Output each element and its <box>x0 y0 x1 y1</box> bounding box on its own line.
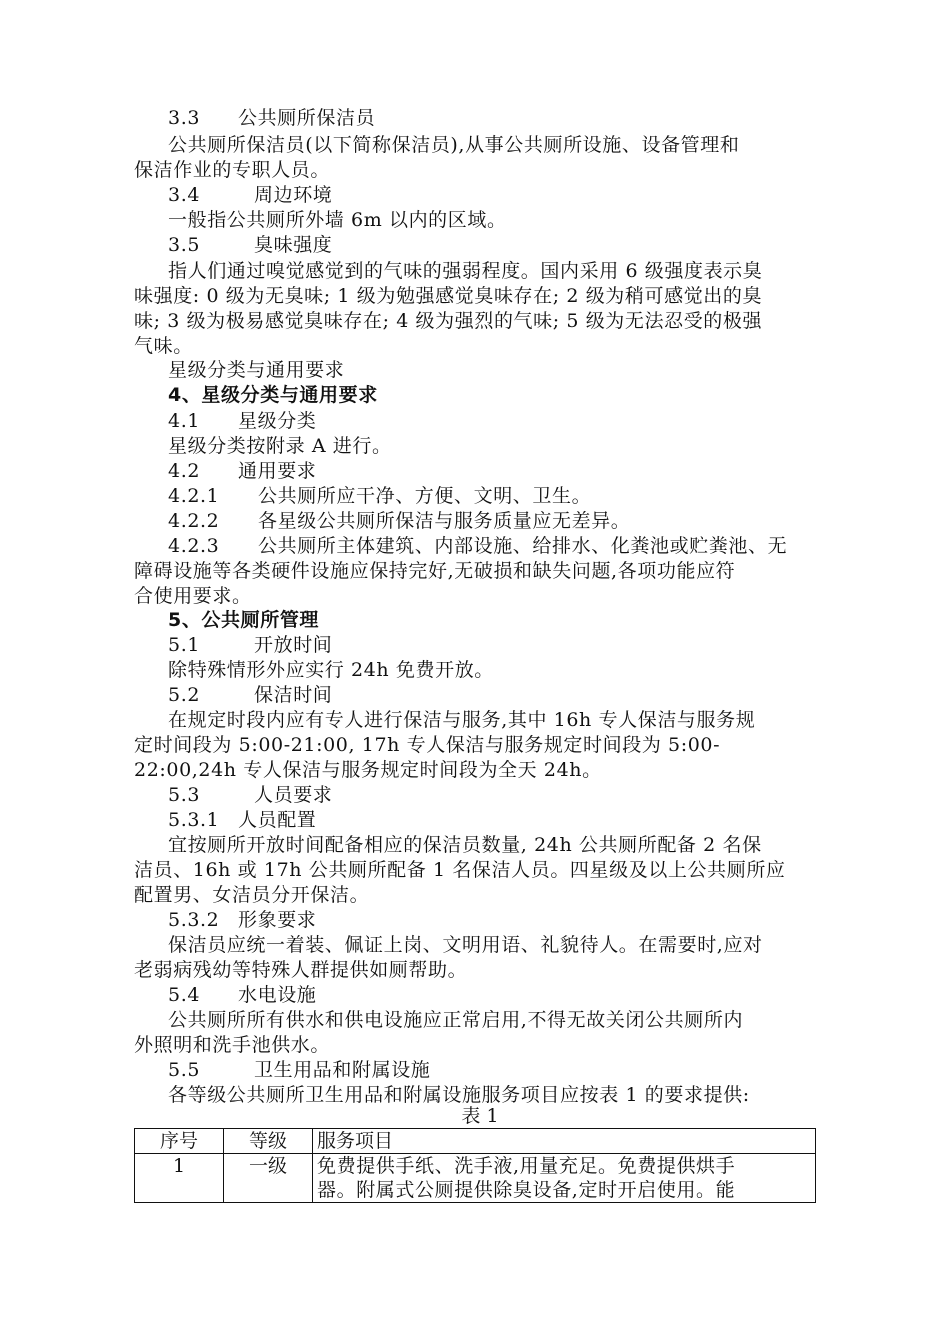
section-5-5-heading <box>168 1058 828 1082</box>
section-number: 5.3.1 <box>168 809 220 831</box>
paragraph-line: 各等级公共厕所卫生用品和附属设施服务项目应按表 1 的要求提供: <box>168 1084 750 1106</box>
section-5-1-heading <box>168 633 828 657</box>
section-title: 臭味强度 <box>254 234 333 256</box>
section-4-1-heading <box>168 409 828 433</box>
section-title: 水电设施 <box>238 984 317 1006</box>
section-number: 5.5 <box>168 1059 201 1081</box>
paragraph-line: 指人们通过嗅觉感觉到的气味的强弱程度。国内采用 6 级强度表示臭 <box>168 260 763 282</box>
paragraph-line: 配置男、女洁员分开保洁。 <box>134 884 370 906</box>
clause-number: 4.2.1 <box>168 485 220 507</box>
paragraph-line: 保洁作业的专职人员。 <box>134 159 331 181</box>
table-header-cell: 等级 <box>224 1129 313 1154</box>
table-header-row <box>135 1129 816 1154</box>
clause-text: 公共厕所主体建筑、内部设施、给排水、化粪池或贮粪池、无 <box>258 535 788 557</box>
section-title: 开放时间 <box>254 634 333 656</box>
section-3-3-heading <box>168 106 828 130</box>
section-title: 通用要求 <box>238 460 317 482</box>
clause-text: 公共厕所应干净、方便、文明、卫生。 <box>258 485 592 507</box>
section-number: 5.4 <box>168 984 201 1006</box>
paragraph-line: 障碍设施等各类硬件设施应保持完好,无破损和缺失问题,各项功能应符 <box>134 560 736 582</box>
paragraph-line: 定时间段为 5:00-21:00, 17h 专人保洁与服务规定时间段为 5:00- <box>134 734 721 756</box>
table-caption: 表 1 <box>461 1105 499 1127</box>
paragraph-line: 味; 3 级为极易感觉臭味存在; 4 级为强烈的气味; 5 级为无法忍受的极强 <box>134 310 763 332</box>
section-number: 5.3.2 <box>168 909 220 931</box>
section-5-4-heading <box>168 983 828 1007</box>
plain-heading: 星级分类与通用要求 <box>168 359 345 381</box>
paragraph-line: 宜按厕所开放时间配备相应的保洁员数量, 24h 公共厕所配备 2 名保 <box>168 834 762 856</box>
section-5-3-heading <box>168 783 828 807</box>
paragraph-line: 外照明和洗手池供水。 <box>134 1034 331 1056</box>
chapter-4-heading: 4、星级分类与通用要求 <box>168 384 378 406</box>
table-row <box>135 1154 816 1203</box>
clause-4-2-3 <box>168 534 828 558</box>
paragraph-line: 公共厕所所有供水和供电设施应正常启用,不得无故关闭公共厕所内 <box>168 1009 744 1031</box>
section-number: 5.1 <box>168 634 201 656</box>
section-number: 5.3 <box>168 784 201 806</box>
table-cell-level: 一级 <box>224 1154 313 1203</box>
paragraph-line: 一般指公共厕所外墙 6m 以内的区域。 <box>168 209 507 231</box>
section-title: 公共厕所保洁员 <box>238 107 376 129</box>
section-number: 3.5 <box>168 234 201 256</box>
section-3-4-heading <box>168 183 828 207</box>
paragraph-line: 在规定时段内应有专人进行保洁与服务,其中 16h 专人保洁与服务规 <box>168 709 756 731</box>
table-header-cell: 序号 <box>135 1129 224 1154</box>
section-5-3-2-heading <box>168 908 828 932</box>
section-5-2-heading <box>168 683 828 707</box>
section-title: 星级分类 <box>238 410 317 432</box>
clause-4-2-1 <box>168 484 828 508</box>
paragraph-line: 老弱病残幼等特殊人群提供如厕帮助。 <box>134 959 468 981</box>
paragraph-line: 气味。 <box>134 335 193 357</box>
clause-number: 4.2.3 <box>168 535 220 557</box>
clause-text: 各星级公共厕所保洁与服务质量应无差异。 <box>258 510 631 532</box>
paragraph-line: 洁员、16h 或 17h 公共厕所配备 1 名保洁人员。四星级及以上公共厕所应 <box>134 859 786 881</box>
table-cell-no: 1 <box>135 1154 224 1203</box>
paragraph-line: 公共厕所保洁员(以下简称保洁员),从事公共厕所设施、设备管理和 <box>168 134 740 156</box>
section-5-3-1-heading <box>168 808 828 832</box>
paragraph-line: 22:00,24h 专人保洁与服务规定时间段为全天 24h。 <box>134 759 602 781</box>
section-title: 保洁时间 <box>254 684 333 706</box>
clause-4-2-2 <box>168 509 828 533</box>
table-header-cell: 服务项目 <box>313 1129 816 1154</box>
paragraph-line: 合使用要求。 <box>134 585 252 607</box>
section-title: 人员要求 <box>254 784 333 806</box>
clause-number: 4.2.2 <box>168 510 220 532</box>
paragraph-line: 除特殊情形外应实行 24h 免费开放。 <box>168 659 494 681</box>
section-title: 人员配置 <box>238 809 317 831</box>
section-number: 5.2 <box>168 684 201 706</box>
section-number: 4.2 <box>168 460 201 482</box>
cell-text-line: 免费提供手纸、洗手液,用量充足。免费提供烘手 <box>317 1155 736 1177</box>
section-number: 3.4 <box>168 184 201 206</box>
service-table <box>134 1128 816 1203</box>
paragraph-line: 保洁员应统一着装、佩证上岗、文明用语、礼貌待人。在需要时,应对 <box>168 934 763 956</box>
section-title: 周边环境 <box>254 184 333 206</box>
chapter-5-heading: 5、公共厕所管理 <box>168 609 320 631</box>
table-cell-service <box>313 1154 816 1203</box>
paragraph-line: 味强度: 0 级为无臭味; 1 级为勉强感觉臭味存在; 2 级为稍可感觉出的臭 <box>134 285 763 307</box>
section-4-2-heading <box>168 459 828 483</box>
section-number: 4.1 <box>168 410 201 432</box>
section-title: 形象要求 <box>238 909 317 931</box>
section-number: 3.3 <box>168 107 201 129</box>
cell-text-line: 器。附属式公厕提供除臭设备,定时开启使用。能 <box>317 1179 736 1201</box>
section-title: 卫生用品和附属设施 <box>254 1059 431 1081</box>
section-3-5-heading <box>168 233 828 257</box>
paragraph-line: 星级分类按附录 A 进行。 <box>168 435 392 457</box>
